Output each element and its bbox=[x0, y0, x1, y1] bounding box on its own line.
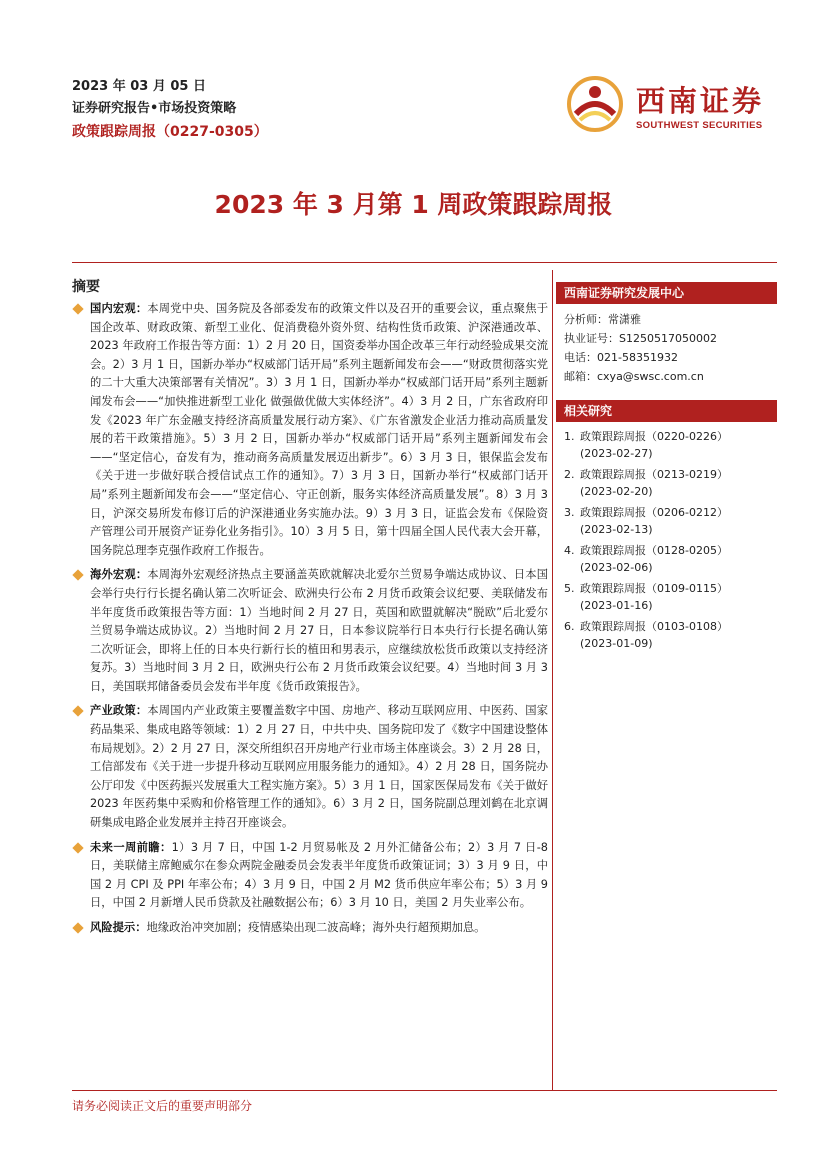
analyst-name: 分析师：常潇雅 bbox=[564, 313, 641, 326]
diamond-bullet-icon bbox=[72, 842, 83, 853]
paragraph-label: 风险提示： bbox=[90, 921, 147, 934]
paragraph-text: 本周国内产业政策主要覆盖数字中国、房地产、移动互联网应用、中医药、国家药品集采、集成电路等领域：1）2 月 27 日，中共中央、国务院印发了《数字中国建设整体布局规划》。2）2 月 27 日，深交所组织召开房地产行业市场主体座谈会。3）2 月 28 日，工信部发布《关于进一步提升移动互联网应用服务能力的通知》。4）2 月 28 日，国务院办公厅印发《中医药振兴发展重大工程实施方案》。5）3 月 1 日，国家医保局发布《关于做好 2023 年医药集中采购和价格管理工作的通知》。6）3 月 2 日，国务院副总理刘鹤在北京调研集成电路企业发展并主持召开座谈会。 bbox=[90, 704, 548, 830]
logo-english-name: SOUTHWEST SECURITIES bbox=[636, 120, 763, 131]
report-series: 政策跟踪周报（0227-0305） bbox=[72, 124, 268, 140]
list-item-title: 政策跟踪周报（0109-0115） bbox=[580, 582, 728, 595]
list-item-title: 政策跟踪周报（0220-0226） bbox=[580, 430, 728, 443]
paragraph-label: 未来一周前瞻： bbox=[90, 840, 172, 854]
list-item-number: 5. bbox=[564, 582, 575, 595]
analyst-email[interactable]: 邮箱：cxya@swsc.com.cn bbox=[564, 370, 704, 383]
disclaimer-notice: 请务必阅读正文后的重要声明部分 bbox=[72, 1099, 253, 1113]
analyst-info bbox=[556, 310, 777, 386]
list-item-title: 政策跟踪周报（0103-0108） bbox=[580, 620, 728, 633]
logo-chinese-name: 西南证券 bbox=[636, 84, 765, 118]
paragraph-label: 海外宏观： bbox=[90, 568, 148, 582]
abstract-body bbox=[72, 300, 548, 944]
list-item-date: (2023-01-09) bbox=[580, 637, 653, 650]
footer-divider bbox=[72, 1090, 777, 1091]
list-item-number: 3. bbox=[564, 506, 575, 519]
list-item-date: (2023-02-13) bbox=[580, 523, 653, 536]
list-item-date: (2023-02-27) bbox=[580, 447, 653, 460]
report-type: 证券研究报告•市场投资策略 bbox=[72, 101, 237, 116]
list-item[interactable] bbox=[556, 466, 777, 500]
list-item-number: 4. bbox=[564, 544, 575, 557]
related-research-list bbox=[556, 428, 777, 652]
abstract-paragraph-domestic bbox=[72, 300, 548, 560]
research-center-title: 西南证券研究发展中心 bbox=[556, 282, 777, 304]
paragraph-text: 1）3 月 7 日，中国 1-2 月贸易帐及 2 月外汇储备公布；2）3 月 7 日-8 日，美联储主席鲍威尔在参众两院金融委员会发表半年度货币政策证词；3）3 月 9 日，中国 2 月 CPI 及 PPI 年率公布；4）3 月 9 日，中国 2 月 M2 货币供应年率公布；5）3 月 9 日，中国 2 月新增人民币贷款及社融数据公布；6）3 月 10 日，美国 2 月失业率公布。 bbox=[90, 840, 548, 910]
report-title: 2023 年 3 月第 1 周政策跟踪周报 bbox=[214, 190, 613, 219]
list-item[interactable] bbox=[556, 504, 777, 538]
abstract-paragraph-risk bbox=[72, 919, 548, 938]
paragraph-text: 本周党中央、国务院及各部委发布的政策文件以及召开的重要会议，重点聚焦于国企改革、财政政策、新型工业化、促消费稳外资外贸、结构性货币政策、沪深港通改革、2023 年政府工作报告等方面：1）2 月 20 日，国资委举办国企改革三年行动经验成果交流会。2）3 月 1 日，国新办举办“权威部门话开局”系列主题新闻发布会——“财政贯彻落实党的二十大重大决策部署有关情况”。3）3 月 1 日，国新办举办“权威部门话开局”系列主题新闻发布会——“加快推进新型工业化 做强做优做大实体经济”。4）3 月 2 日，广东省政府印发《2023 年广东金融支持经济高质量发展行动方案》、《广东省激发企业活力推动高质量发展的若干政策措施》。5）3 月 2 日，国新办举办“权威部门话开局”系列主题新闻发布会——“坚定信心，奋发有为，推动商务高质量发展迈出新步”。6）3 月 3 日，银保监会发布《关于进一步做好联合授信试点工作的通知》。7）3 月 3 日，国新办举行“权威部门话开局”系列主题新闻发布会——“坚定信心、守正创新，服务实体经济高质量发展”。8）3 月 3 日，沪深交易所发布修订后的沪深港通业务实施办法。9）3 月 3 日，证监会发布《保险资产管理公司开展资产证券化业务指引》。10）3 月 5 日，第十四届全国人民代表大会开幕，国务院总理李克强作政府工作报告。 bbox=[90, 302, 548, 557]
related-research-title: 相关研究 bbox=[556, 400, 777, 422]
analyst-phone: 电话：021-58351932 bbox=[564, 351, 678, 364]
related-research-panel bbox=[556, 400, 777, 656]
column-divider bbox=[552, 270, 553, 1090]
abstract-paragraph-overseas bbox=[72, 566, 548, 696]
list-item-number: 6. bbox=[564, 620, 575, 633]
report-date: 2023 年 03 月 05 日 bbox=[72, 79, 206, 94]
list-item-title: 政策跟踪周报（0128-0205） bbox=[580, 544, 728, 557]
diamond-bullet-icon bbox=[72, 570, 83, 581]
company-logo bbox=[564, 74, 774, 134]
list-item[interactable] bbox=[556, 428, 777, 462]
paragraph-text: 本周海外宏观经济热点主要涵盖英欧就解决北爱尔兰贸易争端达成协议、日本国会举行央行行长提名确认第二次听证会、欧洲央行公布 2 月货币政策会议纪要、美联储发布半年度货币政策报告等方面：1）当地时间 2 月 27 日，英国和欧盟就解决“脱欧”后北爱尔兰贸易争端达成协议。2）当地时间 2 月 27 日，日本参议院举行日本央行行长提名确认第二次听证会，即将上任的日本央行新行长的植田和男表示，应继续放松货币政策以支持经济复苏。3）当地时间 3 月 2 日，欧洲央行公布 2 月货币政策会议纪要。4）当地时间 3 月 3 日，美国联邦储备委员会发布半年度《货币政策报告》。 bbox=[90, 568, 548, 693]
list-item-title: 政策跟踪周报（0206-0212） bbox=[580, 506, 728, 519]
analyst-license: 执业证号：S1250517050002 bbox=[564, 332, 717, 345]
list-item-date: (2023-02-06) bbox=[580, 561, 653, 574]
list-item-date: (2023-02-20) bbox=[580, 485, 653, 498]
analyst-panel bbox=[556, 282, 777, 386]
paragraph-label: 产业政策： bbox=[90, 704, 148, 718]
logo-mark-icon bbox=[564, 74, 626, 134]
list-item-title: 政策跟踪周报（0213-0219） bbox=[580, 468, 728, 481]
title-divider bbox=[72, 262, 777, 263]
paragraph-label: 国内宏观： bbox=[90, 302, 148, 315]
abstract-paragraph-outlook bbox=[72, 839, 548, 913]
abstract-heading: 摘要 bbox=[72, 279, 100, 295]
diamond-bullet-icon bbox=[72, 922, 83, 933]
list-item[interactable] bbox=[556, 618, 777, 652]
list-item-number: 1. bbox=[564, 430, 575, 443]
list-item[interactable] bbox=[556, 542, 777, 576]
list-item[interactable] bbox=[556, 580, 777, 614]
diamond-bullet-icon bbox=[72, 303, 83, 314]
list-item-number: 2. bbox=[564, 468, 575, 481]
abstract-paragraph-industry bbox=[72, 702, 548, 832]
list-item-date: (2023-01-16) bbox=[580, 599, 653, 612]
diamond-bullet-icon bbox=[72, 706, 83, 717]
paragraph-text: 地缘政治冲突加剧；疫情感染出现二波高峰；海外央行超预期加息。 bbox=[146, 921, 486, 934]
